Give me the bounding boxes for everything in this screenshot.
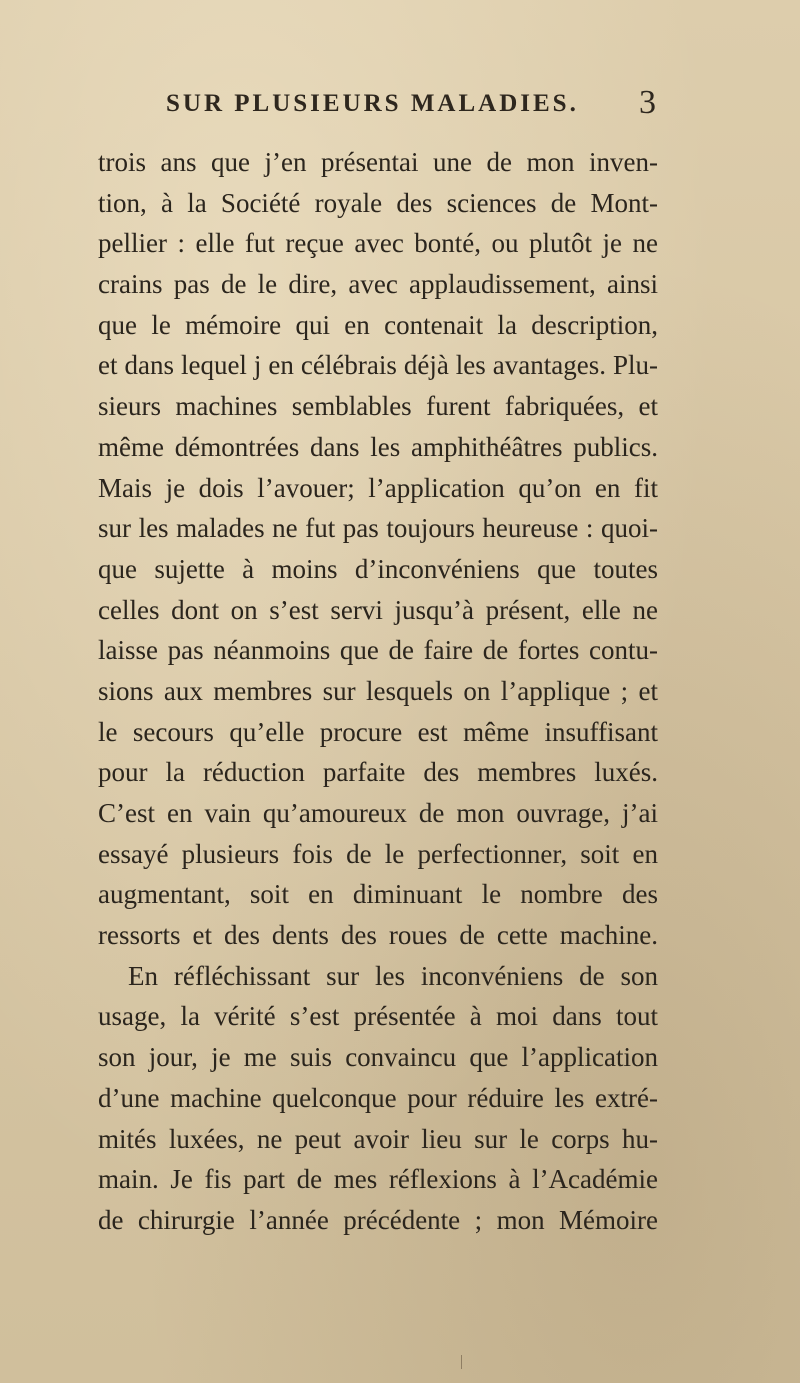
text-line: trois ans que j’en présentai une de mon inven- bbox=[98, 147, 658, 177]
body-text bbox=[98, 142, 658, 1241]
text-line: main. Je fis part de mes réflexions à l’Académie bbox=[98, 1164, 658, 1195]
text-line: et dans lequel j en célébrais déjà les avantages. Plu- bbox=[98, 350, 658, 381]
text-line: pellier : elle fut reçue avec bonté, ou plutôt je ne bbox=[98, 228, 658, 259]
text-line: le secours qu’elle procure est même insuffisant bbox=[98, 716, 658, 747]
text-line: crains pas de le dire, avec applaudissement, ainsi bbox=[98, 269, 658, 300]
text-line: Mais je dois l’avouer; l’application qu’on en fit bbox=[98, 472, 658, 503]
text-line: sieurs machines semblables furent fabriquées, et bbox=[98, 391, 658, 422]
text-line: que sujette à moins d’inconvéniens que toutes bbox=[98, 553, 658, 584]
text-line: tion, à la Société royale des sciences de Mont- bbox=[98, 187, 658, 218]
text-line: C’est en vain qu’amoureux de mon ouvrage, j’ai bbox=[98, 798, 658, 828]
text-line: essayé plusieurs fois de le perfectionner, soit en bbox=[98, 838, 658, 869]
running-head bbox=[166, 84, 656, 128]
text-line: ressorts et des dents des roues de cette machine. bbox=[98, 920, 658, 951]
text-line: laisse pas néanmoins que de faire de fortes contu- bbox=[98, 635, 658, 666]
margin-mark bbox=[455, 1355, 462, 1369]
text-line: pour la réduction parfaite des membres luxés. bbox=[98, 757, 658, 788]
text-line: celles dont on s’est servi jusqu’à présent, elle ne bbox=[98, 594, 658, 625]
text-line: augmentant, soit en diminuant le nombre des bbox=[98, 879, 658, 910]
text-line: même démontrées dans les amphithéâtres publics. bbox=[98, 431, 658, 462]
running-title: SUR PLUSIEURS MALADIES. bbox=[166, 90, 579, 117]
text-line: sions aux membres sur lesquels on l’applique ; et bbox=[98, 675, 658, 706]
text-line: usage, la vérité s’est présentée à moi dans tout bbox=[98, 1001, 658, 1032]
text-line: En réfléchissant sur les inconvéniens de son bbox=[128, 960, 658, 991]
text-line: son jour, je me suis convaincu que l’application bbox=[98, 1042, 658, 1073]
text-line: d’une machine quelconque pour réduire les extré- bbox=[98, 1082, 658, 1113]
text-line: mités luxées, ne peut avoir lieu sur le corps hu- bbox=[98, 1123, 658, 1154]
page-number: 3 bbox=[639, 84, 656, 121]
text-line: de chirurgie l’année précédente ; mon Mémoire bbox=[98, 1204, 658, 1235]
text-line: que le mémoire qui en contenait la description, bbox=[98, 309, 658, 340]
text-line: sur les malades ne fut pas toujours heureuse : quoi- bbox=[98, 513, 658, 544]
